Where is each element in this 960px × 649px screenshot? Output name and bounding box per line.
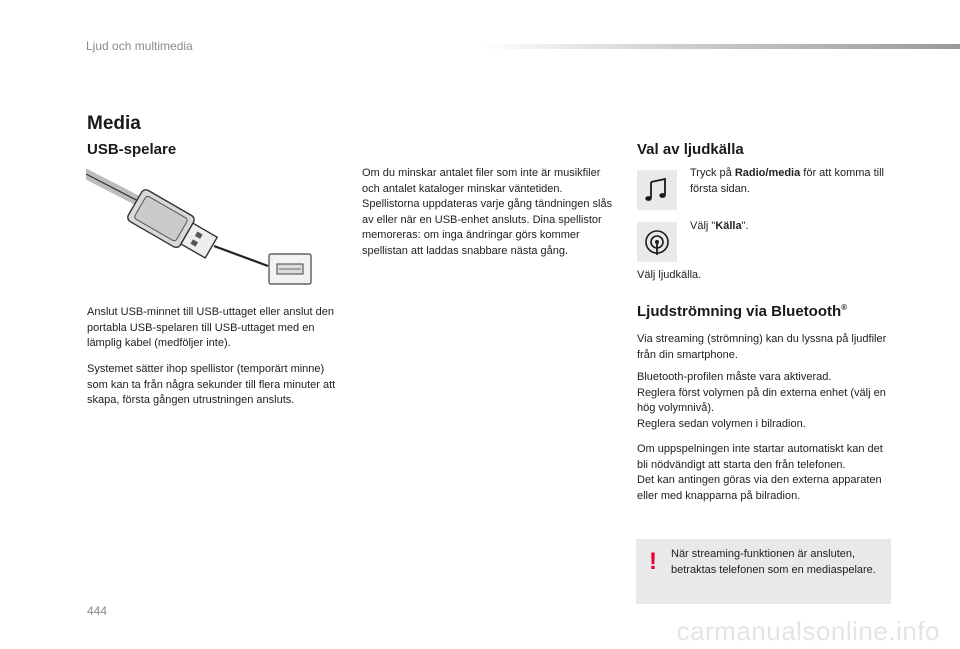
source-heading: Val av ljudkälla [637,141,744,158]
header-title: Ljud och multimedia [86,39,193,53]
source-final-step: Välj ljudkälla. [637,269,702,281]
usb-paragraph-tips: Om du minskar antalet filer som inte är musikfiler och antalet kataloger minskar väntetiden. Spellistorna uppdateras varje gång tändningen slås av eller när en USB-enhet ansluts. Dina spellistor memoreras: om inga ändringar görs kommer spellistan att laddas snabbare nästa gång. [362,167,613,257]
bluetooth-heading: Ljudströmning via Bluetooth® [637,303,848,320]
source-icon [637,222,677,262]
usb-plug-illustration [86,166,316,288]
usb-paragraph-playlists: Systemet sätter ihop spellistor (temporärt minne) som kan ta från några sekunder till flera minuter att skapa, första gången utrustningen ansluts. [87,363,336,406]
note-text: När streaming-funktionen är ansluten, betraktas telefonen som en mediaspelare. [671,548,876,576]
bluetooth-paragraph-streaming: Via streaming (strömning) kan du lyssna på ljudfiler från din smartphone. [637,333,887,361]
note-box [636,539,891,604]
page-number: 444 [87,604,108,618]
source-step-radio-media: Tryck på Radio/media för att komma till första sidan. [690,167,884,195]
warning-icon: ! [649,548,657,575]
usb-heading: USB-spelare [87,141,177,158]
music-note-icon [637,170,677,210]
bluetooth-paragraph-playback: Om uppspelningen inte startar automatiskt kan det bli nödvändigt att starta den från telefonen. Det kan antingen göras via den externa apparaten eller med knapparna på bilradion. [637,443,883,502]
usb-paragraph-connect: Anslut USB-minnet till USB-uttaget eller anslut den portabla USB-spelaren till USB-uttaget med en lämplig kabel (medföljer inte). [87,306,335,349]
bluetooth-paragraph-profile: Bluetooth-profilen måste vara aktiverad. Reglera först volymen på din externa enhet (välj en hög volymnivå). Reglera sedan volymen i bilradion. [637,371,886,430]
watermark: carmanualsonline.info [676,616,940,646]
source-step-kalla: Välj "Källa". [690,220,749,232]
header-bar [480,44,960,49]
page-title: Media [87,113,141,134]
